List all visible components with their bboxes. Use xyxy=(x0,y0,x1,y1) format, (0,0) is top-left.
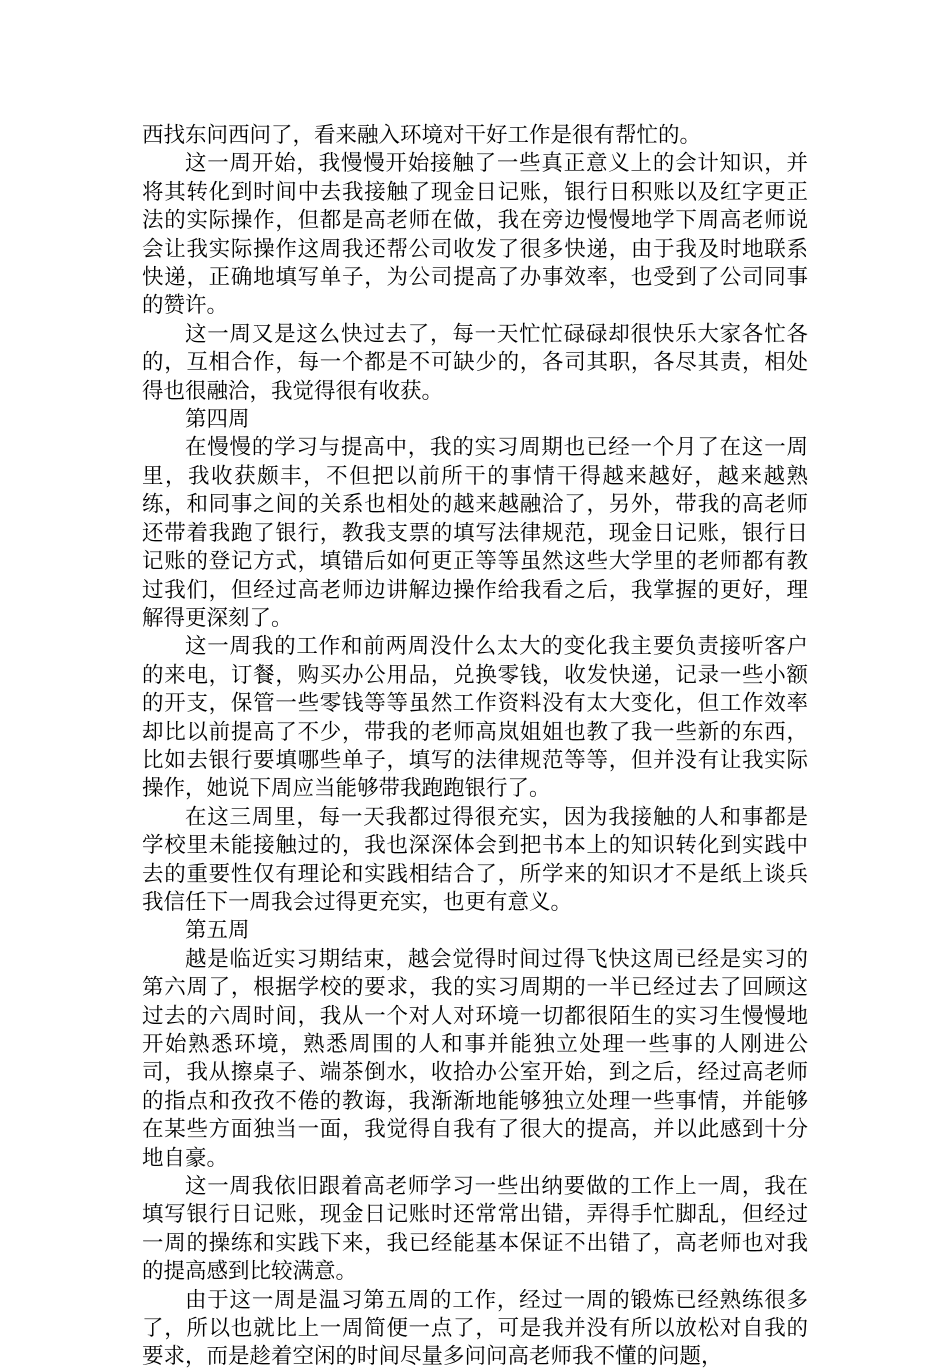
paragraph-week5-practice: 由于这一周是温习第五周的工作，经过一周的锻炼已经熟练很多了，所以也就比上一周简便一点了，可是我并没有所以放松对自我的要求，而是趁着空闲的时间尽量多问问高老师我不懂的问题， xyxy=(142,1287,808,1370)
paragraph-week5-review: 越是临近实习期结束，越会觉得时间过得飞快这周已经是实习的第六周了，根据学校的要求，我的实习周期的一半已经过去了回顾这过去的六周时间，我从一个对人对环境一切都很陌生的实习生慢慢地开始熟悉环境，熟悉周围的人和事并能独立处理一些事的人刚进公司，我从擦桌子、端茶倒水，收拾办公室开始，到之后，经过高老师的指点和孜孜不倦的教诲，我渐渐地能够独立处理一些事情，并能够在某些方面独当一面，我觉得自我有了很大的提高，并以此感到十分地自豪。 xyxy=(142,946,808,1171)
paragraph-week5-work: 这一周我依旧跟着高老师学习一些出纳要做的工作上一周，我在填写银行日记账，现金日记账时还常常出错，弄得手忙脚乱，但经过一周的操练和实践下来，我已经能基本保证不出错了，高老师也对我的提高感到比较满意。 xyxy=(142,1174,808,1285)
paragraph-week3-summary: 这一周又是这么快过去了，每一天忙忙碌碌却很快乐大家各忙各的，互相合作，每一个都是不可缺少的，各司其职，各尽其责，相处得也很融洽，我觉得很有收获。 xyxy=(142,321,808,404)
paragraph-week4-work: 这一周我的工作和前两周没什么太大的变化我主要负责接听客户的来电，订餐，购买办公用品，兑换零钱，收发快递，记录一些小额的开支，保管一些零钱等等虽然工作资料没有太大变化，但工作效率却比以前提高了不少，带我的老师高岚姐姐也教了我一些新的东西，比如去银行要填哪些单子，填写的法律规范等等，但并没有让我实际操作，她说下周应当能够带我跑跑银行了。 xyxy=(142,634,808,802)
document-body xyxy=(142,122,808,1372)
paragraph-week3-accounting: 这一周开始，我慢慢开始接触了一些真正意义上的会计知识，并将其转化到时间中去我接触了现金日记账，银行日积账以及红字更正法的实际操作，但都是高老师在做，我在旁边慢慢地学下周高老师说会让我实际操作这周我还帮公司收发了很多快递，由于我及时地联系快递，正确地填写单子，为公司提高了办事效率，也受到了公司同事的赞许。 xyxy=(142,151,808,319)
paragraph-week4-learning: 在慢慢的学习与提高中，我的实习周期也已经一个月了在这一周里，我收获颇丰，不但把以前所干的事情干得越来越好，越来越熟练，和同事之间的关系也相处的越来越融洽了，另外，带我的高老师还带着我跑了银行，教我支票的填写法律规范，现金日记账，银行日记账的登记方式，填错后如何更正等等虽然这些大学里的老师都有教过我们，但经过高老师边讲解边操作给我看之后，我掌握的更好，理解得更深刻了。 xyxy=(142,435,808,631)
paragraph-continuation: 西找东问西问了，看来融入环境对干好工作是很有帮忙的。 xyxy=(142,123,702,148)
section-heading-week5: 第五周 xyxy=(185,918,250,944)
section-heading-week4: 第四周 xyxy=(185,407,250,433)
paragraph-week4-reflection: 在这三周里，每一天我都过得很充实，因为我接触的人和事都是学校里未能接触过的，我也深深体会到把书本上的知识转化到实践中去的重要性仅有理论和实践相结合了，所学来的知识才不是纸上谈兵我信任下一周我会过得更充实，也更有意义。 xyxy=(142,804,808,915)
